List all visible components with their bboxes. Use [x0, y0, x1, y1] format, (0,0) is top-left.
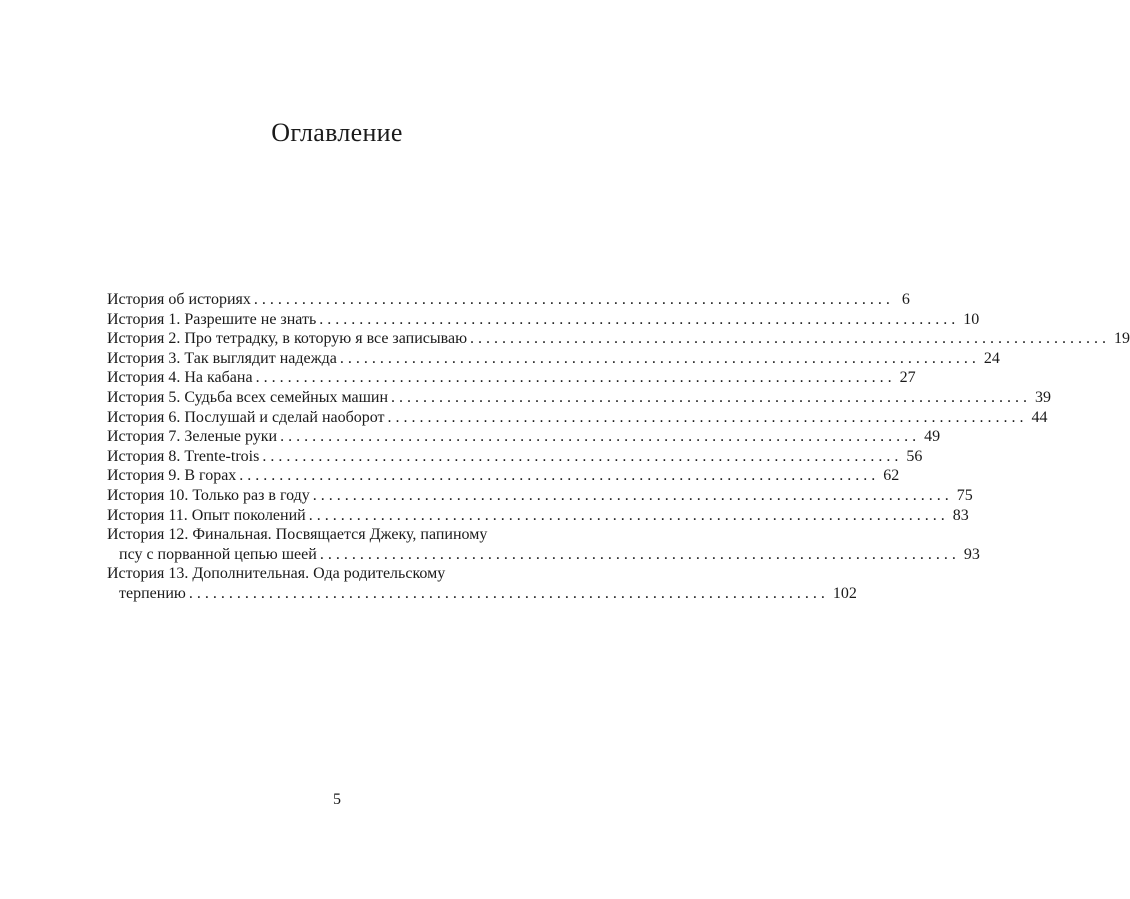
toc-entry-title: История 12. Финальная. Посвящается Джеку, папиному: [107, 526, 488, 544]
dot-leader: ................................................................................: [188, 584, 829, 602]
toc-entry-continuation: [107, 584, 857, 604]
toc-entry-multiline: [107, 564, 857, 603]
toc-entry-title: История об историях: [107, 291, 251, 308]
toc-entry: [107, 486, 973, 506]
dot-leader: ................................................................................: [387, 408, 1028, 426]
dot-leader: ................................................................................: [319, 545, 960, 563]
toc-entry-title: История 7. Зеленые руки: [107, 428, 278, 446]
toc-entry: [107, 447, 923, 467]
toc-entry-page: 6: [901, 291, 910, 308]
toc-entry-title: История 10. Только раз в году: [107, 486, 310, 504]
dot-leader: ................................................................................: [280, 428, 921, 446]
toc-entry-page: 49: [924, 428, 941, 446]
toc-entry-title: История 2. Про тетрадку, в которую я все записываю: [107, 330, 468, 348]
toc-entry-title: История 6. Послушай и сделай наоборот: [107, 408, 385, 426]
toc-entry-page: 27: [899, 369, 916, 387]
toc-entry-title-cont: псу с порванной цепью шеей: [119, 545, 317, 563]
toc-entry: [107, 290, 910, 310]
toc-entry-title: История 8. Trente-trois: [107, 447, 260, 465]
toc-entry-page: 39: [1035, 388, 1052, 406]
toc-entry-page: 24: [983, 349, 1000, 367]
toc-entry-page: 93: [963, 545, 980, 563]
toc-entry: [107, 466, 900, 486]
dot-leader: ................................................................................: [312, 486, 953, 504]
toc-entry: [107, 388, 1052, 408]
dot-leader: ................................................................................: [470, 330, 1111, 348]
toc-entry: [107, 368, 916, 388]
toc-entry: [107, 329, 1130, 349]
toc-entry-page: 62: [883, 467, 900, 485]
dot-leader: ................................................................................: [339, 349, 980, 367]
table-of-contents: [107, 290, 1130, 604]
toc-entry-multiline: [107, 525, 980, 564]
toc-entry-title: История 11. Опыт поколений: [107, 506, 306, 524]
page-number: 5: [333, 791, 341, 808]
toc-entry: [107, 408, 1048, 428]
toc-entry-page: 75: [956, 486, 973, 504]
dot-leader: ................................................................................: [239, 467, 880, 485]
dot-leader: ................................................................................: [319, 310, 960, 328]
toc-entry-page: 83: [952, 506, 969, 524]
dot-leader: ................................................................................: [262, 447, 903, 465]
toc-entry: [107, 349, 1000, 369]
toc-entry-page: 56: [906, 447, 923, 465]
toc-entry-title: История 5. Судьба всех семейных машин: [107, 388, 389, 406]
dot-leader: ................................................................................: [255, 369, 896, 387]
toc-entry-title: История 9. В горах: [107, 467, 237, 485]
toc-entry-title: История 4. На кабана: [107, 369, 253, 387]
toc-entry: [107, 427, 941, 447]
dot-leader: ................................................................................: [308, 506, 949, 524]
toc-entry-title: История 1. Разрешите не знать: [107, 310, 317, 328]
toc-entry: [107, 310, 980, 330]
toc-entry-page: 102: [832, 584, 857, 602]
toc-entry-title: История 13. Дополнительная. Ода родительскому: [107, 565, 446, 583]
toc-entry-title: История 3. Так выглядит надежда: [107, 349, 337, 367]
toc-entry-page: 44: [1031, 408, 1048, 426]
toc-entry-title-cont: терпению: [119, 584, 186, 602]
dot-leader: ................................................................................: [253, 291, 894, 308]
page-title: Оглавление: [271, 118, 403, 147]
toc-entry-continuation: [107, 545, 980, 565]
toc-entry: [107, 506, 969, 526]
dot-leader: ................................................................................: [391, 388, 1032, 406]
toc-entry-page: 19: [1114, 330, 1130, 348]
toc-entry-page: 10: [963, 310, 980, 328]
